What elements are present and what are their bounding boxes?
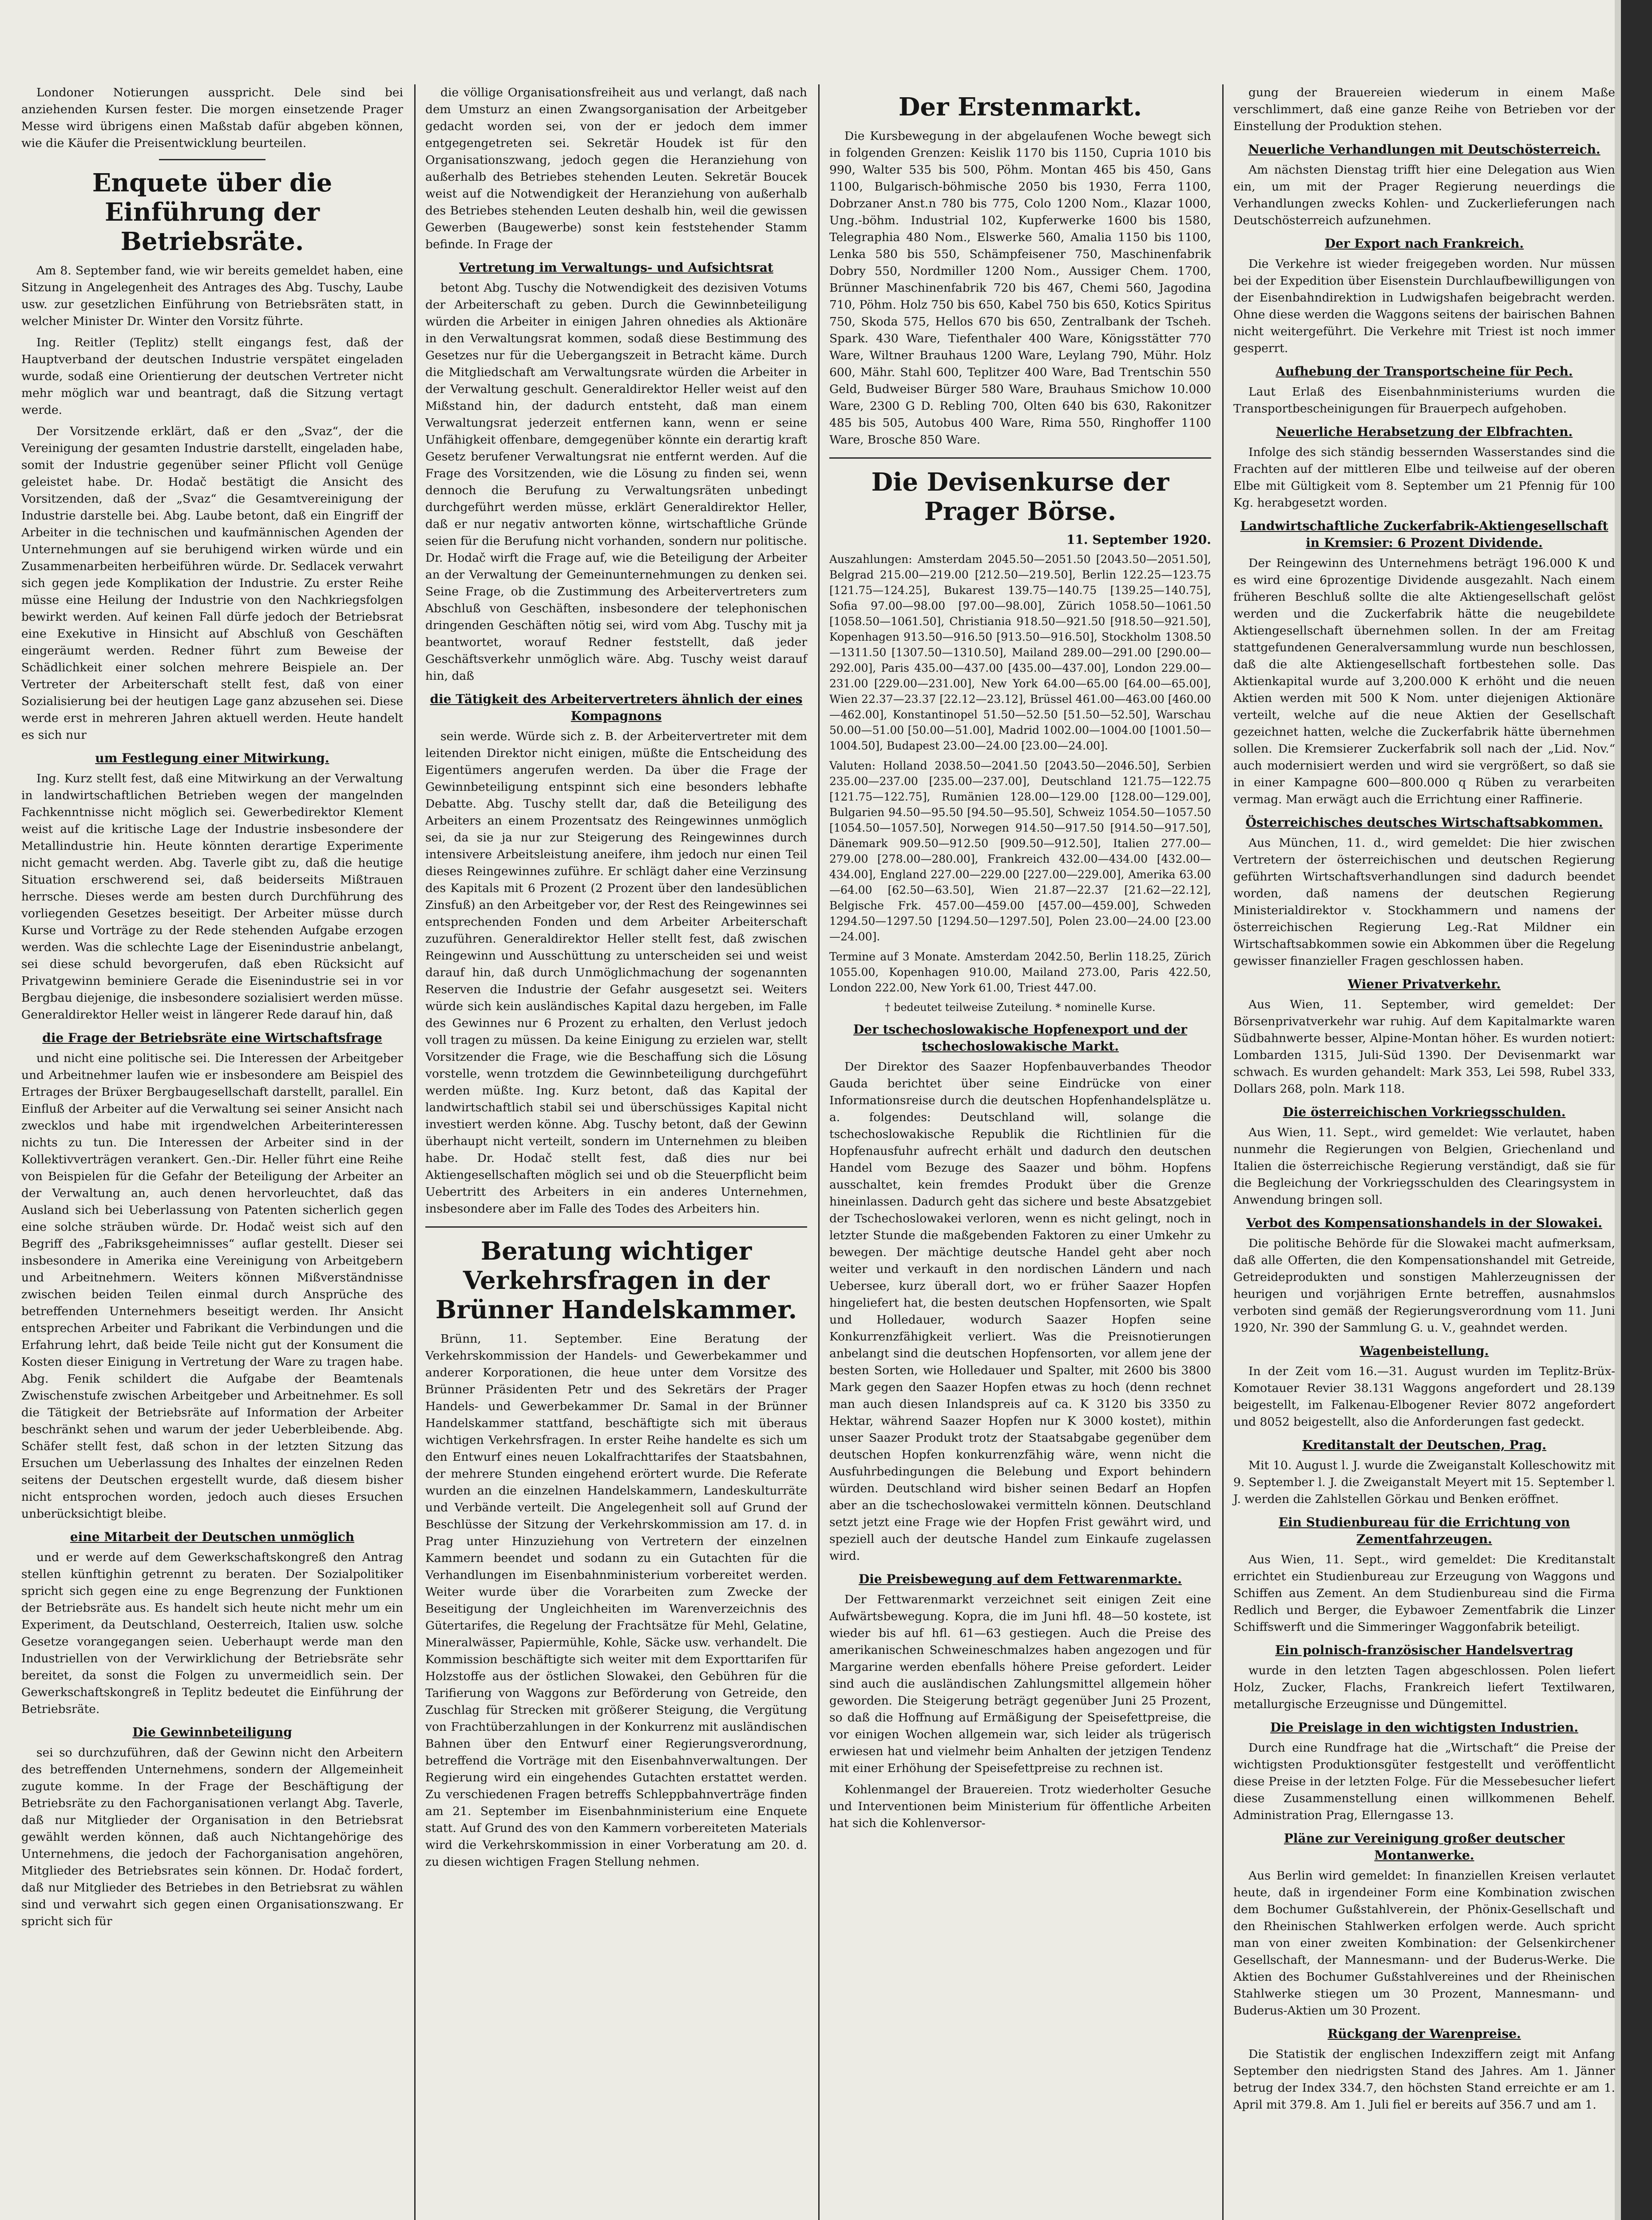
body-paragraph: Der Vorsitzende erklärt, daß er den „Svaz“, der die Vereinigung der gesamten Industrie darstellt, eingeladen habe, somit der Industrie gegenüber seiner Pflicht voll Genüge geleistet habe. Dr. Hodač bestätigt die Ansicht des Vorsitzenden, daß der „Svaz“ die Gesamtvereinigung der Industrie darstelle bei. Abg. Laube betont, daß ein Eingriff der Arbeiter in die technischen und kaufmännischen Agenden der Unternehmungen auf sie beruhigend wirken würde und ein Zusammenarbeiten herbeiführen würde. Dr. Sedlacek verwahrt sich gegen jede Komplikation der Industrie. Zu erster Reihe müsse eine Heilung der Industrie von den Nachkriegsfolgen bewirkt werden. Auf keinen Fall dürfe jedoch der Betriebsrat eine Exekutive in Hinsicht auf Abschluß von Geschäften eingeräumt werden. Redner führt zum Beweise der Schädlichkeit einer solchen mehrere Beispiele an. Der Vertreter der Arbeiterschaft stellt fest, daß von einer Sozialisierung bei der heutigen Lage ganz abzusehen sei. Diese werde erst in mehreren Jahren aktuell werden. Heute handelt es sich nur [21, 424, 403, 742]
body-paragraph: gung der Brauereien wiederum in einem Maße verschlimmert, daß eine ganze Reihe von Betrieben vor der Einstellung der Produktion stehen. [1233, 86, 1615, 133]
section-heading: Die österreichischen Vorkriegsschulden. [1283, 1105, 1566, 1119]
dateline: 11. September 1920. [1066, 532, 1211, 547]
body-paragraph: und er werde auf dem Gewerkschaftskongreß den Antrag stellen künftighin getrennt zu beraten. Der Sozialpolitiker spricht sich gegen eine zu enge Begrenzung der Funktionen der Betriebsräte aus. Es handelt sich heute nicht mehr um ein Experiment, da Deutschland, Oesterreich, Italien usw. solche Gesetze vorangegangen seien. Ueberhaupt werde man den Industriellen von der Verwirklichung der Betriebsräte sehr bereitet, da sonst die Folgen zu unvermeidlich sein. Der Gewerkschaftskongreß in Teplitz bedeutet die Einführung der Betriebsräte. [21, 1550, 403, 1716]
exchange-rate-text: Auszahlungen: Amsterdam 2045.50—2051.50 [2043.50—2051.50], Belgrad 215.00—219.00 [212.50—219.50], Berlin 122.25—123.75 [121.75—124.25], Bukarest 139.75—140.75 [139.25—140.75], Sofia 97.00—98.00 [97.00—98.00], Zürich 1058.50—1061.50 [1058.50—1061.50], Christiania 918.50—921.50 [918.50—921.50], Kopenhagen 913.50—916.50 [913.50—916.50], Stockholm 1308.50—1311.50 [1307.50—1310.50], Mailand 289.00—291.00 [290.00—292.00], Paris 435.00—437.00 [435.00—437.00], London 229.00—231.00 [229.00—231.00], New York 64.00—65.00 [64.00—65.00], Wien 22.37—23.37 [22.12—23.12], Brüssel 461.00—463.00 [460.00—462.00], Konstantinopel 51.50—52.50 [51.50—52.50], Warschau 50.00—51.00 [50.00—51.00], Madrid 1002.00—1004.00 [1001.50—1004.50], Budapest 23.00—24.00 [23.00—24.00]. [829, 553, 1211, 752]
body-paragraph: die völlige Organisationsfreiheit aus und verlangt, daß nach dem Umsturz an einen Zwangsorganisation der Arbeitgeber gedacht worden sei, von der er jedoch dem immer entgegengetreten sei. Sekretär Houdek ist für den Organisationszwang, jedoch gegen die Heranziehung von außerhalb des Betriebes stehenden Leuten. Sekretär Boucek weist auf die Notwendigkeit der Heranziehung von außerhalb des Betriebes stehenden Leuten deshalb hin, weil die gewissen Gewerben (Baugewerbe) sonst kein feststehender Stamm befinde. In Frage der [425, 86, 807, 251]
column-2 [425, 84, 807, 1875]
column-divider [818, 84, 820, 2220]
article-divider [425, 1226, 807, 1228]
body-paragraph: sei so durchzuführen, daß der Gewinn nicht den Arbeitern des betreffenden Unternehmens, sondern der Allgemeinheit zugute komme. In der Frage der Beschäftigung der Betriebsräte zu den Fachorganisationen verlangt Abg. Taverle, daß nur Mitglieder der Organisation in den Betriebsrat gewählt werden können, daß auch Nichtangehörige des Unternehmens, die jedoch der Fachorganisation angehören, Mitglieder des Betriebsrates sein können. Dr. Hodač fordert, daß nur Mitglieder des Betriebes in den Betriebsrat zu wählen sind und verwahrt sich gegen einen Organisationszwang. Er spricht sich für [21, 1746, 403, 1928]
body-paragraph: Die Kursbewegung in der abgelaufenen Woche bewegt sich in folgenden Grenzen: Keislik 1170 bis 1150, Cupria 1010 bis 990, Walter 535 bis 500, Pöhm. Montan 465 bis 450, Gans 1100, Bulgarisch-böhmische 2050 bis 1930, Ferra 1100, Dobrzaner Anst.n 780 bis 775, Colo 1200 Nom., Klazar 1000, Ung.-böhm. Industrial 102, Kupferwerke 1600 bis 1580, Telegraphia 480 Nom., Elswerke 560, Amalia 1150 bis 1100, Lenka 580 bis 550, Schämpfeisener 750, Maschinenfabrik Dobry 550, Nordmiller 1200 Nom., Aussiger Chem. 1700, Brünner Maschinenfabrik 720 bis 467, Chemi 560, Jagodina 710, Pöhm. Holz 750 bis 650, Kabel 750 bis 650, Kotics Spiritus 750, Skoda 575, Hellos 670 bis 650, Zentralbank der Tscheh. Spark. 430 Ware, Tiefenthaler 400 Ware, Königsstätter 770 Ware, Wiltner Brauhaus 1200 Ware, Leylang 790, Mühr. Holz 600, Mähr. Stahl 600, Teplitzer 400 Ware, Bad Trentschin 550 Geld, Budweiser Bürger 580 Ware, Brauhaus Smichow 10.000 Ware, 2300 G D. Rebling 700, Olten 640 bis 630, Rakonitzer 485 bis 505, Autobus 400 Ware, Rima 550, Ringhoffer 1100 Ware, Brosche 850 Ware. [829, 129, 1211, 447]
body-paragraph: Der Fettwarenmarkt verzeichnet seit einigen Zeit eine Aufwärtsbewegung. Kopra, die im Juni hfl. 48—50 kostete, ist wieder bis auf hfl. 61—63 gestiegen. Auch die Preise des amerikanischen Schweineschmalzes haben angezogen und für Margarine werden ebenfalls höhere Preise gefordert. Leider sind auch die ausländischen Zahlungsmittel allgemein höher geworden. Die Steigerung beträgt gegenüber Juni 25 Prozent, so daß die Hoffnung auf Ermäßigung der Speisefettpreise, die vor einigen Wochen allgemein war, sich leider als trügerisch erwiesen hat und vielmehr beim Anhalten der jetzigen Tendenz mit einer Erhöhung der Speisefettpreise zu rechnen ist. [829, 1593, 1211, 1775]
body-paragraph: Brünn, 11. September. Eine Beratung der Verkehrskommission der Handels- und Gewerbekammer und anderer Korporationen, die heue unter dem Vorsitze des Brünner Präsidenten Petr und des Sekretärs der Prager Handels- und Gewerbekammer Dr. Samal in der Brünner Handelskammer stattfand, beschäftigte sich mit überaus wichtigen Verkehrsfragen. In erster Reihe handelte es sich um den Entwurf eines neuen Lokalfrachttarifes der Staatsbahnen, der mehrere Stunden eingehend erörtert wurde. Die Referate wurden an die einzelnen Handelskammern, Landeskulturräte und Verbände verteilt. Die Angelegenheit soll auf Grund der Beschlüsse der Sitzung der Verkehrskommission am 17. d. in Prag unter Hinzuziehung von Vertretern der einzelnen Kammern beendet und sodann zu ein Gutachten für die Verhandlungen im Eisenbahnministerium vorbereitet werden. Weiter wurde über die Vorarbeiten zum Zwecke der Beseitigung der Ungleichheiten im Warenverzeichnis des Gütertarifes, die Regelung der Frachtsätze für Mehl, Gelatine, Mineralwässer, Papiermühle, Kohle, Säcke usw. verhandelt. Die Kommission beschäftigte sich weiter mit dem Exporttarifen für Holzstoffe aus der östlichen Slowakei, den Gebühren für die Tarifierung von Waggons zur Beförderung von Getreide, den Zuschlag für Strecken mit größerer Steigung, die Vergütung von Frachtüberzahlungen in der Konkurrenz mit ausländischen Bahnen über den Entwurf einer Regierungsverordnung, betreffend die Vorträge mit den Eisenbahnverwaltungen. Der Regierung wird ein eingehendes Gutachten erstattet werden. Zu verschiedenen Fragen betreffs Schleppbahnverträge finden am 21. September im Eisenbahnministerium eine Enquete statt. Auf Grund des von den Kammern vorbereiteten Materials wird die Verkehrskommission in einer Vorberatung am 20. d. zu diesen wichtigen Fragen Stellung nehmen. [425, 1332, 807, 1869]
exchange-rate-block [829, 949, 1211, 995]
body-paragraph: Laut Erlaß des Eisenbahnministeriums wurden die Transportbescheinigungen für Brauerpech aufgehoben. [1233, 385, 1615, 416]
body-paragraph: Infolge des sich ständig bessernden Wasserstandes sind die Frachten auf der mittleren Elbe und teilweise auf der oberen Elbe mit Gültigkeit vom 8. September um 21 Pfennig für 100 Kg. herabgesetzt worden. [1233, 445, 1615, 510]
section-heading: Pläne zur Vereinigung großer deutscher Montanwerke. [1284, 1831, 1565, 1863]
newspaper-page [21, 67, 1615, 2220]
article-headline: Die Devisenkurse der Prager Börse. [871, 468, 1169, 526]
body-paragraph: Aus Wien, 11. Sept., wird gemeldet: Wie verlautet, haben nunmehr die Regierungen von Belgien, Griechenland und Italien die österreichische Regierung verständigt, daß sie für die Begleichung der Vorkriegsschulden des Clearingsystem in Anwendung bringen soll. [1233, 1126, 1615, 1207]
section-heading: Vertretung im Verwaltungs- und Aufsichtsrat [459, 260, 773, 275]
section-heading: Der Export nach Frankreich. [1324, 236, 1524, 251]
body-paragraph: Die politische Behörde für die Slowakei macht aufmerksam, daß alle Offerten, die den Kompensationshandel mit Getreide, Getreideprodukten und sonstigen Mahlerzeugnissen der heurigen und vorjährigen Ernte betreffen, ausnahmslos verboten sind gemäß der Regierungsverordnung vom 11. Juni 1920, Nr. 390 der Sammlung G. u. V., geahndet werden. [1233, 1237, 1615, 1335]
page-edge-shadow [1615, 0, 1621, 2220]
exchange-rate-block [829, 758, 1211, 944]
section-heading: Ein Studienbureau für die Errichtung von Zementfahrzeugen. [1278, 1515, 1570, 1546]
body-paragraph: Aus München, 11. d., wird gemeldet: Die hier zwischen Vertretern der österreichischen und deutschen Regierung geführten Wirtschaftsverhandlungen sind dadurch beendet worden, daß namens der deutschen Regierung Ministerialdirektor v. Stockhammern und namens der österreichischen Regierung Leg.-Rat Mildner ein Wirtschaftsabkommen sowie ein Abkommen über die Regelung gewisser finanzieller Fragen geschlossen haben. [1233, 836, 1615, 968]
section-heading: Die Gewinnbeteiligung [132, 1725, 292, 1740]
scan-border [1621, 0, 1652, 2220]
body-paragraph: Der Reingewinn des Unternehmens beträgt 196.000 K und es wird eine 6prozentige Dividende ausgezahlt. Nach einem früheren Beschluß sollte die alte Aktiengesellschaft gelöst werden und die Zuckerfabrik hätte die neugebildete Aktiengesellschaft übernehmen sollen. In der am Freitag stattgefundenen Generalversammlung wurde nun beschlossen, daß die alte Aktiengesellschaft fortbestehen solle. Das Aktienkapital wurde auf 3,200.000 K erhöht und die neuen Aktien werden mit 500 K Nom. unter diejenigen Aktionäre verteilt, welche auf die neue Aktien der Gesellschaft gezeichnet hatten, welche die Zuckerfabrik hätte übernehmen sollen. Die Kremsierer Zuckerfabrik soll nach der „Lid. Nov.“ auch modernisiert werden und wird sie vergrößert, so daß sie in einer Kampagne 600—800.000 q Rüben zu verarbeiten vermag. Man erwägt auch die Errichtung einer Raffinerie. [1233, 556, 1615, 806]
section-heading: Neuerliche Herabsetzung der Elbfrachten. [1276, 424, 1573, 439]
section-heading: Kreditanstalt der Deutschen, Prag. [1302, 1438, 1547, 1452]
article-headline: Beratung wichtiger Verkehrsfragen in der Brünner Handelskammer. [435, 1237, 797, 1324]
body-paragraph: Aus Wien, 11. September, wird gemeldet: Der Börsenprivatverkehr war ruhig. Auf dem Kapitalmarkte waren Südbahnwerte besser, Alpine-Montan höher. Es wurden notiert: Lombarden 1315, Juli-Süd 1390. Der Devisenmarkt war schwach. Es wurden gehandelt: Mark 353, Lei 598, Rubel 333, Dollars 268, poln. Mark 118. [1233, 998, 1615, 1096]
body-paragraph: Die Statistik der englischen Indexziffern zeigt mit Anfang September den niedrigsten Stand des Jahres. Am 1. Jänner betrug der Index 334.7, den höchsten Stand erreichte er am 1. April mit 379.8. Am 1. Juli fiel er bereits auf 356.7 und am 1. [1233, 2047, 1615, 2112]
body-paragraph: und nicht eine politische sei. Die Interessen der Arbeitgeber und Arbeitnehmer laufen wie er insbesondere am Beispiel des Ertrages der Brüxer Bergbaugesellschaft darstellt, parallel. Ein Einfluß der Arbeiter auf die Verwaltung sei seiner Ansicht nach zwecklos und habe mit irgendwelchen Arbeiterinteressen nichts zu tun. Die Interessen der Arbeiter sind in der Kollektivverträgen verankert. Gen.-Dir. Heller führt eine Reihe von Beispielen für die Gefahr der Beteiligung der Arbeiter an der Verwaltung an, auch denen hervorleuchtet, daß das Ausland sich bei Ueberlassung von Patenten sicherlich gegen eine solche sträuben würde. Dr. Hodač weist sich auf den Begriff des „Fabriksgeheimnisses“ auflar gestellt. Dieser sei insbesondere in Amerika eine Vereinigung von Arbeitgebern und Arbeitnehmern. Weiters können Mißverständnisse zwischen beiden Teilen einmal durch Ansprüche des betreffenden Unternehmers beseitigt werden. Ihr Ansicht entsprechen Arbeiter und Fabrikant die Verbindungen und die Erfahrung lehrt, daß beide Teile nicht gut der Konsument die Kosten dieser Einigung in Vertretung der Ware zu tragen habe. Abg. Fenik schildert die Aufgabe der Beamtenals Zwischenstufe zwischen Arbeitgeber und Arbeitnehmer. Es soll die Tätigkeit der Betriebsräte auf Information der Arbeiter beschränkt sehen und warum der jeder Ueberbleibende. Abg. Schäfer stellt fest, daß schon in der letzten Sitzung das Ersuchen um Ueberlassung des Inhaltes der einzelnen Reden seitens der Deutschen ergestellt wurde, daß diesem bisher nicht entsprochen worden, jedoch auch dieses Ersuchen unberücksichtigt bleibe. [21, 1051, 403, 1521]
body-paragraph: betont Abg. Tuschy die Notwendigkeit des dezisiven Votums der Arbeiterschaft zu geben. Durch die Gewinnbeteiligung würden die Arbeiter in einigen Jahren ohnedies als Aktionäre in den Verwaltungsrat kommen, sodaß diese Bestimmung des Gesetzes nur für die Uebergangszeit in Betracht käme. Durch die Mitgliedschaft am Verwaltungsrate würden die Arbeiter in der Verwaltung geschult. Generaldirektor Heller weist auf den Mißstand hin, der dadurch entsteht, daß man einem Verwaltungsrat jederzeit entfernen kann, wenn er seine Unfähigkeit offenbare, demgegenüber könnte ein derartig kraft Gesetz berufener Verwaltungsrat nie entfernt werden. Auf die Frage des Vorsitzenden, wie die Lösung zu finden sei, wenn dennoch die Berufung zu Verwaltungsräten unbedingt durchgeführt werden müsse, erklärt Generaldirektor Heller, daß er nur negativ antworten könne, wirtschaftliche Gründe seien für die Berufung nicht vorhanden, sondern nur politische. Dr. Hodač wirft die Frage auf, wie die Beteiligung der Arbeiter an der Verwaltung der Gemeinunternehmungen zu denken sei. Seine Frage, ob die Zustimmung des Arbeitervertreters zum Abschluß von Geschäften, insbesondere der telephonischen dringenden Geschäften nötig sei, wird vom Abg. Tuschy mit ja beantwortet, worauf Redner feststellt, daß jeder Geschäftsverkehr unmöglich wäre. Abg. Tuschy weist darauf hin, daß [425, 281, 807, 683]
section-heading: Österreichisches deutsches Wirtschaftsabkommen. [1245, 815, 1603, 830]
section-heading: Wagenbeistellung. [1359, 1344, 1489, 1358]
section-heading: Landwirtschaftliche Zuckerfabrik-Aktiengesellschaft in Kremsier: 6 Prozent Dividende. [1240, 519, 1608, 550]
body-paragraph: In der Zeit vom 16.—31. August wurden im Teplitz-Brüx-Komotauer Revier 38.131 Waggons angefordert und 28.139 beigestellt, im Falkenau-Elbogener Revier 8072 angefordert und 8052 beigestellt, also die Anforderungen fast gedeckt. [1233, 1364, 1615, 1429]
column-3 [829, 84, 1211, 1836]
section-heading: Aufhebung der Transportscheine für Pech. [1276, 364, 1573, 379]
section-heading: eine Mitarbeit der Deutschen unmöglich [70, 1530, 355, 1544]
column-divider [414, 84, 416, 2220]
section-heading: Rückgang der Warenpreise. [1327, 2026, 1521, 2041]
body-paragraph: Durch eine Rundfrage hat die „Wirtschaft“ die Preise der wichtigsten Produktionsgüter festgestellt und veröffentlicht diese Preise in der letzten Folge. Für die Messebesucher liefert diese Zusammenstellung einen willkommenen Behelf. Administration Prag, Ellerngasse 13. [1233, 1741, 1615, 1822]
footnote: † bedeutet teilweise Zuteilung. * nominelle Kurse. [885, 1001, 1156, 1014]
body-paragraph: Mit 10. August l. J. wurde die Zweiganstalt Kolleschowitz mit 9. September l. J. die Zweiganstalt Meyert mit 15. September l. J. werden die Zahlstellen Görkau und Benken eröffnet. [1233, 1459, 1615, 1506]
section-heading: Neuerliche Verhandlungen mit Deutschösterreich. [1248, 142, 1600, 157]
body-paragraph: Am nächsten Dienstag trifft hier eine Delegation aus Wien ein, um mit der Prager Regierung neuerdings die Verhandlungen zwecks Kohlen- und Zuckerlieferungen nach Deutschösterreich aufzunehmen. [1233, 163, 1615, 227]
exchange-rate-text: Termine auf 3 Monate. Amsterdam 2042.50, Berlin 118.25, Zürich 1055.00, Kopenhagen 910.00, Mailand 273.00, Paris 422.50, London 222.00, New York 61.00, Triest 447.00. [829, 950, 1211, 994]
body-paragraph: Am 8. September fand, wie wir bereits gemeldet haben, eine Sitzung in Angelegenheit des Antrages des Abg. Tuschy, Laube usw. zur gesetzlichen Einführung von Betriebsräten statt, in welcher Minister Dr. Winter den Vorsitz führte. [21, 264, 403, 328]
column-1 [21, 84, 403, 1935]
body-paragraph: Die Verkehre ist wieder freigegeben worden. Nur müssen bei der Expedition über Eisenstein Durchlaufbewilligungen von der Eisenbahndirektion in Ludwigshafen beigebracht werden. Ohne diese werden die Waggons seitens der bairischen Bahnen nicht weitergeführt. Die Verkehre mit Triest ist noch immer gesperrt. [1233, 257, 1615, 355]
body-paragraph: Aus Berlin wird gemeldet: In finanziellen Kreisen verlautet heute, daß in irgendeiner Form eine Kombination zwischen dem Bochumer Gußstahlverein, der Phönix-Gesellschaft und den Rheinischen Stahlwerken erfolgen werde. Auch spricht man von einer zweiten Kombination: der Gelsenkirchener Gesellschaft, der Mannesmann- und der Buderus-Werke. Die Aktien des Bochumer Gußstahlvereines und der Rheinischen Stahlwerke stiegen um 30 Prozent, Mannesmann- und Buderus-Aktien um 30 Prozent. [1233, 1869, 1615, 2018]
short-divider [159, 159, 265, 160]
body-paragraph: Kohlenmangel der Brauereien. Trotz wiederholter Gesuche und Interventionen beim Ministerium für öffentliche Arbeiten hat sich die Kohlenversor- [829, 1783, 1211, 1830]
column-4 [1233, 84, 1615, 2118]
body-paragraph: Londoner Notierungen ausspricht. Dele sind bei anziehenden Kursen fester. Die morgen einsetzende Prager Messe wird übrigens einen Maßstab dafür abgeben können, wie die Käufer die Preisentwicklung beurteilen. [21, 86, 403, 150]
section-heading: die Tätigkeit des Arbeitervertreters ähnlich der eines Kompagnons [430, 692, 803, 723]
column-divider [1222, 84, 1224, 2220]
section-heading: die Frage der Betriebsräte eine Wirtschaftsfrage [42, 1031, 382, 1045]
body-paragraph: Ing. Kurz stellt fest, daß eine Mitwirkung an der Verwaltung in landwirtschaftlichen Betrieben wegen der mangelnden Fachkenntnisse nicht möglich sei. Gewerbedirektor Klement weist auf die kritische Lage der Industrie insbesondere der Metallindustrie hin. Heute könnten derartige Experimente nicht gemacht werden. Abg. Taverle gibt zu, daß die heutige Situation erschwerend sei, daß beiderseits Mißtrauen herrsche. Dieses werde am besten durch Durchführung des vorliegenden Gesetzes beseitigt. Der Arbeiter müsse durch Kurse und Vorträge zu der Rede stehenden Aufgabe erzogen werden. Was die schlechte Lage der Eisenindustrie anbelangt, sei diese schuld bevorgerufen, daß eben Rücksicht auf Privatgewinn beminiere Gerade die Eisenindustrie sei in vor Bergbau diejenige, die insbesondere sozialisiert werden müsse. Generaldirektor Heller weist in längerer Rede darauf hin, daß [21, 772, 403, 1022]
section-heading: Ein polnisch-französischer Handelsvertrag [1275, 1643, 1573, 1657]
article-headline: Der Erstenmarkt. [898, 92, 1142, 122]
body-paragraph: Der Direktor des Saazer Hopfenbauverbandes Theodor Gauda berichtet über seine Eindrücke von einer Informationsreise durch die deutschen Hopfenhandelsplätze u. a. folgendes: Deutschland will, solange die tschechoslowakische Republik die Richtlinien für die Hopfenausfuhr aufrecht erhält und dadurch den deutschen Handel vom Bezuge des Saazer und böhm. Hopfens ausschaltet, kein fremdes Produkt über die Grenze hineinlassen. Dadurch geht das sichere und beste Absatzgebiet der Tschechoslowakei verloren, wenn es nicht gelingt, noch in letzter Stunde die maßgebenden Faktoren zu einer Umkehr zu bewegen. Der mächtige deutsche Handel geht aber noch weiter und verkauft in den nordischen Ländern und nach Uebersee, kurz überall dort, wo er früher Saazer Hopfen hingeliefert hat, die besten deutschen Hopfensorten, wie Spalt und Holledauer, wodurch Saazer Hopfen seine Konkurrenzfähigkeit verliert. Was die Preisnotierungen anbelangt sind die deutschen Hopfensorten, vor allem jene der besten Sorten, wie Holledauer und Spalter, mit 2600 bis 3800 Mark gegen den Saazer Hopfen etwas zu hoch (denn rechnet man auch diesen Inlandspreis auf ca. K 3120 bis 3350 zu Hektar, während Saazer Hopfen nur K 3000 kostet), mithin unser Saazer Produkt trotz der Staatsabgabe gegenüber dem deutschen Hopfen konkurrenzfähig wäre, wenn nicht die Ausfuhrbedingungen die Belebung und Export behindern würden. Deutschland wird bisher seinen Bedarf an Hopfen aber an die tschechoslowakei vermitteln können. Deutschland setzt jetzt eine Frage wie der Hopfen Frist gewährt wird, und speziell auch der deutsche Handel zum Einkaufe zugelassen wird. [829, 1060, 1211, 1563]
section-heading: Der tschechoslowakische Hopfenexport und der tschechoslowakische Markt. [853, 1022, 1187, 1054]
exchange-rate-block [829, 551, 1211, 753]
body-paragraph: sein werde. Würde sich z. B. der Arbeitervertreter mit dem leitenden Direktor nicht einigen, müßte die Entscheidung des Eigentümers angerufen werden. Da über die Frage der Gewinnbeteiligung entspinnt sich eine besonders lebhafte Debatte. Abg. Tuschy stellt dar, daß die Beteiligung des Arbeiters an einem Prozentsatz des Reingewinnes unmöglich sei, da sie ja nur zur Steigerung des Reingewinnes durch intensivere Arbeitsleistung aneifere, ihm jedoch nur einen Teil dieses Reingewinnes zuführe. Er schlägt daher eine Verzinsung des Kapitals mit 6 Prozent (2 Prozent über den landesüblichen Zinsfuß) an den Arbeitgeber vor, der Rest des Reingewinnes sei entsprechenden Fonden und dem Arbeiter Arbeiterschaft zuzuführen. Generaldirektor Heller stellt fest, daß zwischen Reingewinn und Ausschüttung zu unterscheiden sei und weist darauf hin, daß durch Unmöglichmachung der sogenannten Reserven die Industrie der Gefahr ausgesetzt sei. Weiters würde sich kein ausländisches Kapital dazu hergeben, im Falle des Gewinnes nur 6 Prozent zu erhalten, den Verlust jedoch voll tragen zu müssen. Da keine Einigung zu erzielen war, stellt Vorsitzender die Frage, wie die Beschaffung sich die Lösung vorstelle, wenn trotzdem die Gewinnbeteiligung durchgeführt werden müßte. Ing. Kurz betont, daß das Kapital der landwirtschaftlich stabil sei und überschüssiges Kapital nicht investiert werden könne. Abg. Tuschy betont, daß der Gewinn überhaupt nicht verteilt, sondern im Unternehmen zu bleiben habe. Dr. Hodač stellt fest, daß dies nur bei Aktiengesellschaften möglich sei und ob die Steuerpflicht beim Uebertritt des Arbeiters in ein anderes Unternehmen, insbesondere aber im Falle des Todes des Arbeiters hin. [425, 729, 807, 1216]
section-heading: um Festlegung einer Mitwirkung. [95, 751, 329, 765]
exchange-rate-text: Valuten: Holland 2038.50—2041.50 [2043.50—2046.50], Serbien 235.00—237.00 [235.00—237.00], Deutschland 121.75—122.75 [121.75—122.75], Rumänien 128.00—129.00 [128.00—129.00], Bulgarien 94.50—95.50 [94.50—95.50], Schweiz 1054.50—1057.50 [1054.50—1057.50], Norwegen 914.50—917.50 [914.50—917.50], Dänemark 909.50—912.50 [909.50—912.50], Italien 277.00—279.00 [278.00—280.00], Frankreich 432.00—434.00 [432.00—434.00], England 227.00—229.00 [227.00—229.00], Amerika 63.00—64.00 [62.50—63.50], Wien 21.87—22.37 [21.62—22.12], Belgische Frk. 457.00—459.00 [457.00—459.00], Schweden 1294.50—1297.50 [1294.50—1297.50], Polen 23.00—24.00 [23.00—24.00]. [829, 759, 1211, 943]
section-heading: Die Preislage in den wichtigsten Industrien. [1270, 1720, 1578, 1735]
article-headline: Enquete über die Einführung der Betriebsräte. [92, 168, 333, 256]
body-paragraph: wurde in den letzten Tagen abgeschlossen. Polen liefert Holz, Zucker, Flachs, Frankreich liefert Textilwaren, metallurgische Erzeugnisse und Düngemittel. [1233, 1664, 1615, 1711]
body-paragraph: Aus Wien, 11. Sept., wird gemeldet: Die Kreditanstalt errichtet ein Studienbureau zur Erzeugung von Waggons und Schiffen aus Zement. An dem Studienbureau sind die Firma Redlich und Berger, die Eybawoer Zementfabrik die Linzer Schiffswerft und die Simmeringer Waggonfabrik beteiligt. [1233, 1553, 1615, 1634]
article-divider [829, 457, 1211, 459]
section-heading: Verbot des Kompensationshandels in der Slowakei. [1246, 1216, 1603, 1230]
section-heading: Wiener Privatverkehr. [1347, 977, 1501, 991]
body-paragraph: Ing. Reitler (Teplitz) stellt eingangs fest, daß der Hauptverband der deutschen Industrie verspätet eingeladen wurde, sodaß eine Orientierung der deutschen Vertreter nicht mehr möglich war und beantragt, daß die Sitzung vertagt werde. [21, 336, 403, 417]
section-heading: Die Preisbewegung auf dem Fettwarenmarkte. [858, 1572, 1182, 1586]
